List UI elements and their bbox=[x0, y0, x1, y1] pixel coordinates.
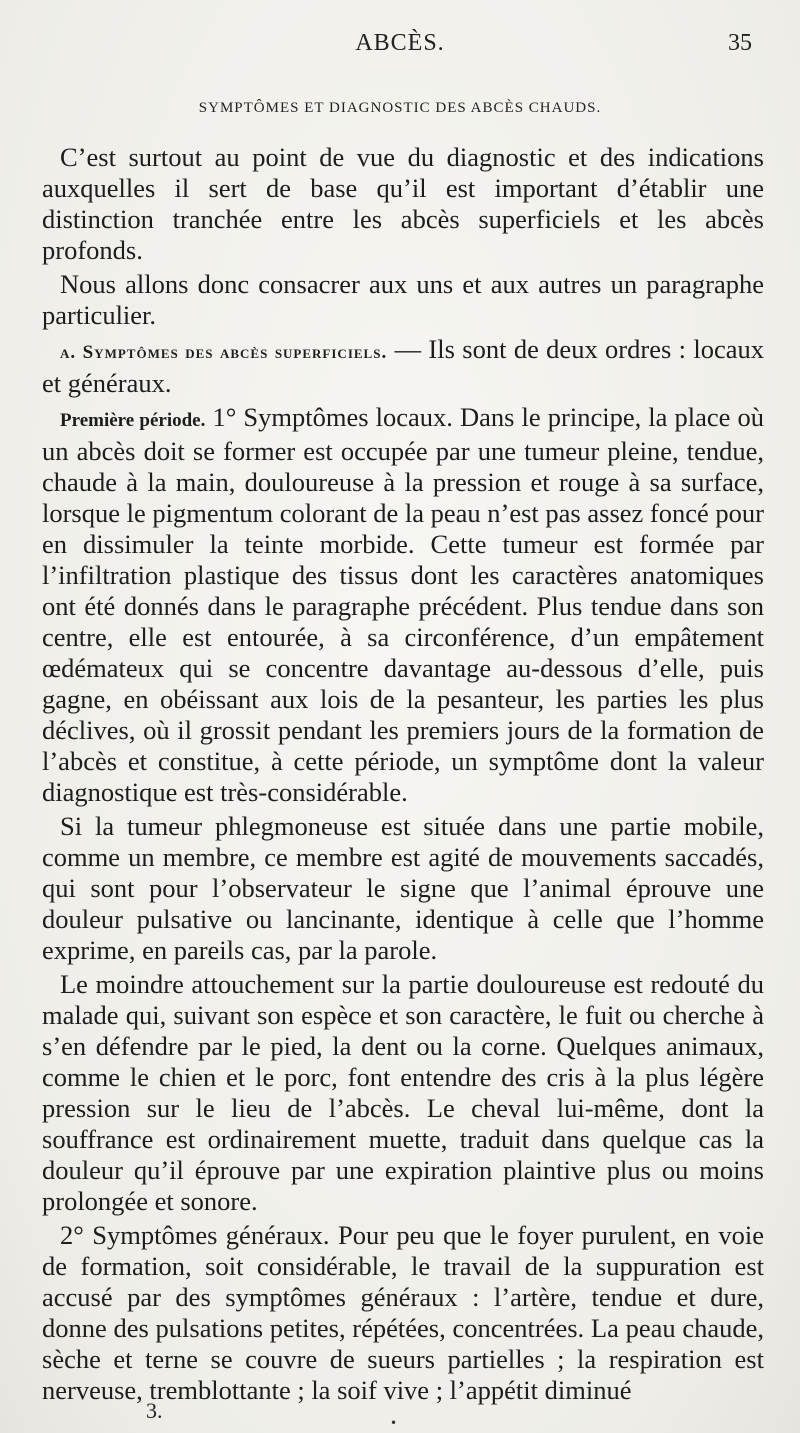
running-head bbox=[0, 30, 800, 66]
paragraph: Le moindre attouchement sur la partie douloureuse est redouté du malade qui, suivant son espèce et son caractère, le fuit ou cherche à s’en défendre par le pied, la dent ou la corne. Quelques animaux, comme le chien et le porc, font entendre des cris à la plus légère pression sur le lieu de l’abcès. Le cheval lui-même, dont la souffrance est ordinairement muette, traduit dans quelque cas la douleur qu’il éprouve par une expiration plaintive plus ou moins prolongée et sonore. bbox=[42, 969, 764, 1216]
paragraph bbox=[42, 334, 764, 399]
paragraph: Si la tumeur phlegmoneuse est située dans une partie mobile, comme un membre, ce membre est agité de mouvements saccadés, qui sont pour l’observateur le signe que l’animal éprouve une douleur pulsative ou lancinante, identique à celle que l’homme exprime, en pareils cas, par la parole. bbox=[42, 811, 764, 965]
signature-mark: 3. bbox=[146, 1398, 163, 1423]
paragraph: 2° Symptômes généraux. Pour peu que le foyer purulent, en voie de formation, soit considérable, le travail de la suppuration est accusé par des symptômes généraux : l’artère, tendue et dure, donne des pulsations petites, répétées, concentrées. La peau chaude, sèche et terne se couvre de sueurs partielles ; la respiration est nerveuse, tremblottante ; la soif vive ; l’appétit diminué bbox=[42, 1220, 764, 1405]
paragraph: C’est surtout au point de vue du diagnostic et des indications auxquelles il sert de base qu’il est important d’établir une distinction tranchée entre les abcès superficiels et les abcès profonds. bbox=[42, 142, 764, 265]
subsection-label: a. Symptômes des abcès superficiels. bbox=[60, 342, 388, 363]
running-title: ABCÈS. bbox=[355, 30, 445, 56]
period-label: Première période. bbox=[60, 410, 206, 431]
section-heading: SYMPTÔMES ET DIAGNOSTIC DES ABCÈS CHAUDS. bbox=[198, 100, 602, 116]
printer-dot: • bbox=[390, 1416, 398, 1430]
paragraph-text: 1° Symptômes locaux. Dans le principe, la place où un abcès doit se former est occupée par une tumeur pleine, tendue, chaude à la main, douloureuse à la pression et rouge à sa surface, lorsque le pigmentum colorant de la peau n’est pas assez foncé pour en dissimuler la teinte morbide. Cette tumeur est formée par l’infiltration plastique des tissus dont les caractères anatomiques ont été donnés dans le paragraphe précédent. Plus tendue dans son centre, elle est entourée, à sa circonférence, d’un empâtement œdémateux qui se concentre davantage au-dessous d’elle, puis gagne, en obéissant aux lois de la pesanteur, les parties les plus déclives, où il grossit pendant les premiers jours de la formation de l’abcès et constitue, à cette période, un symptôme dont la valeur diagnostique est très-considérable. bbox=[42, 402, 764, 807]
paragraph bbox=[42, 402, 764, 808]
body-text bbox=[42, 142, 764, 1409]
page-number: 35 bbox=[728, 30, 752, 56]
paragraph-text: — Ils sont de deux ordres : locaux et généraux. bbox=[42, 334, 764, 398]
paragraph: Nous allons donc consacrer aux uns et aux autres un paragraphe particulier. bbox=[42, 269, 764, 330]
